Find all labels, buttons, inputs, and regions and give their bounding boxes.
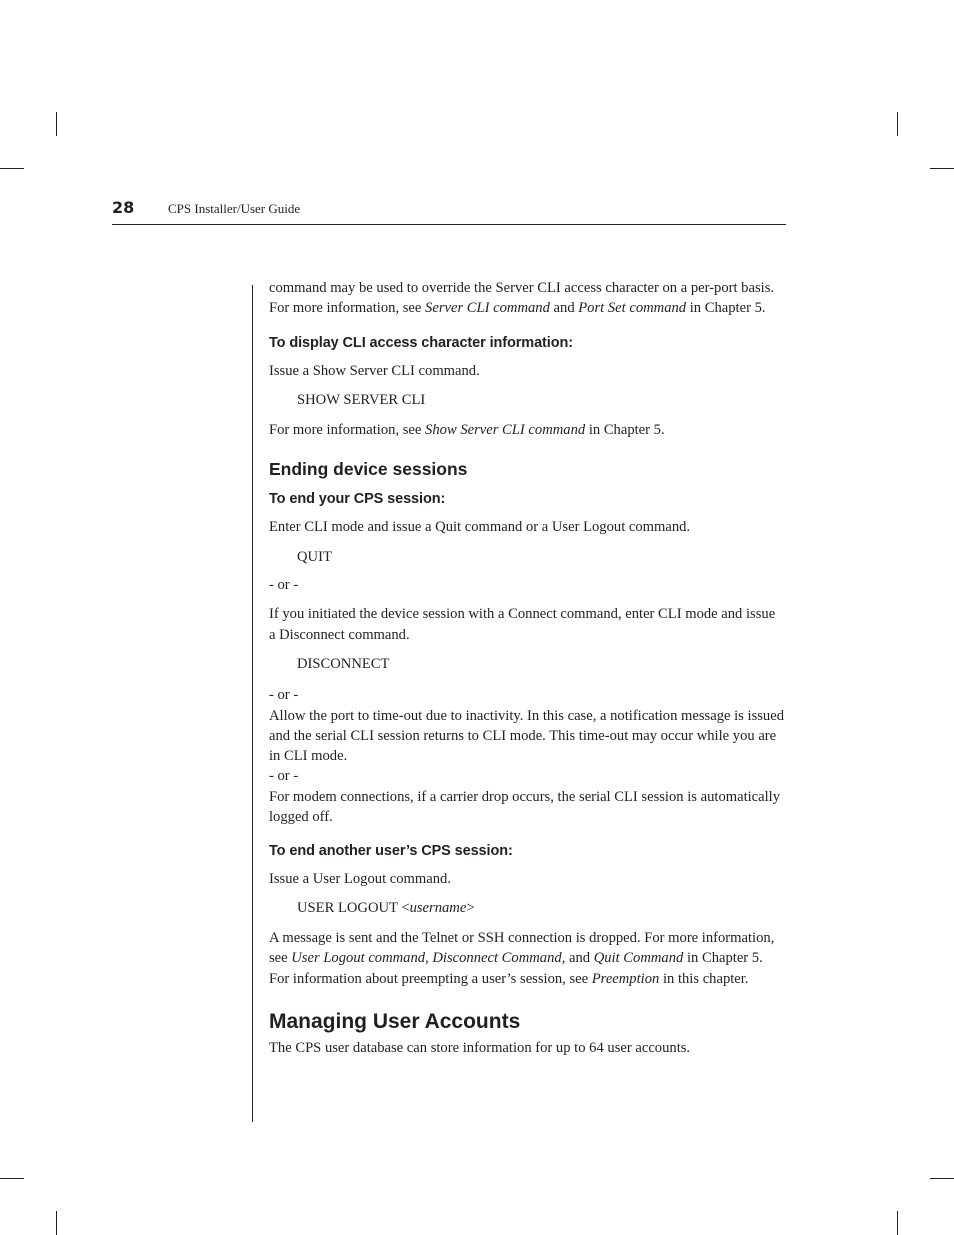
crop-mark — [56, 112, 57, 136]
xref-preemption: Preemption — [591, 970, 660, 987]
paragraph-modem: For modem connections, if a carrier drop occurs, the serial CLI session is automatically logged off. — [269, 788, 781, 826]
heading-end-another-session: To end another user’s CPS session: — [269, 843, 513, 860]
crop-mark — [897, 112, 898, 136]
or-separator: - or - — [269, 577, 299, 594]
or-separator: - or - — [269, 687, 299, 704]
xref-server-cli: Server CLI command — [425, 300, 550, 317]
header-rule — [112, 224, 786, 225]
heading-end-your-session: To end your CPS session: — [269, 491, 446, 508]
paragraph-user-database: The CPS user database can store information for up to 64 user accounts. — [269, 1039, 691, 1056]
code-disconnect: DISCONNECT — [297, 655, 390, 672]
code-show-server-cli: SHOW SERVER CLI — [297, 391, 426, 408]
code-quit: QUIT — [297, 548, 332, 565]
running-title: CPS Installer/User Guide — [168, 201, 301, 216]
heading-managing-accounts: Managing User Accounts — [269, 1009, 521, 1033]
crop-mark — [0, 168, 24, 169]
paragraph-message-sent: A message is sent and the Telnet or SSH connection is dropped. For more information, see User Logout command, Disconnect Command, and Quit Command in Chapter 5. For information about preempting a user’s session, see Preemption in this chapter. — [269, 929, 775, 987]
xref-user-logout: User Logout command — [291, 950, 426, 967]
crop-mark — [897, 1211, 898, 1235]
xref-port-set: Port Set command — [578, 300, 687, 317]
paragraph-issue-show: Issue a Show Server CLI command. — [269, 362, 480, 379]
crop-mark — [930, 1178, 954, 1179]
crop-mark — [930, 168, 954, 169]
xref-show-server-cli: Show Server CLI command — [425, 422, 586, 439]
paragraph-connect: If you initiated the device session with a Connect command, enter CLI mode and issue a Disconnect command. — [269, 606, 776, 643]
or-separator: - or - — [269, 768, 299, 785]
heading-display-cli: To display CLI access character information: — [269, 334, 573, 351]
paragraph-timeout: Allow the port to time-out due to inactivity. In this case, a notification message is issued and the serial CLI session returns to CLI mode. This time-out may occur while you are in CLI mode. — [269, 707, 784, 765]
xref-quit: Quit Command — [593, 950, 684, 967]
body-content — [269, 278, 784, 1058]
paragraph-more-info: For more information, see Show Server CLI command in Chapter 5. — [269, 422, 665, 439]
xref-disconnect: Disconnect Command — [432, 950, 562, 967]
crop-mark — [56, 1211, 57, 1235]
page-number: 28 — [112, 198, 135, 217]
code-user-logout: USER LOGOUT <username> — [297, 899, 475, 916]
crop-mark — [0, 1178, 24, 1179]
heading-ending-sessions: Ending device sessions — [269, 459, 468, 480]
intro-paragraph: command may be used to override the Server CLI access character on a per-port basis. For more information, see Server CLI command and Port Set command in Chapter 5. — [269, 280, 775, 317]
paragraph-issue-logout: Issue a User Logout command. — [269, 871, 451, 888]
paragraph-enter-cli: Enter CLI mode and issue a Quit command or a User Logout command. — [269, 519, 691, 536]
change-bar — [252, 285, 253, 1122]
code-argument-username: username — [409, 899, 467, 916]
